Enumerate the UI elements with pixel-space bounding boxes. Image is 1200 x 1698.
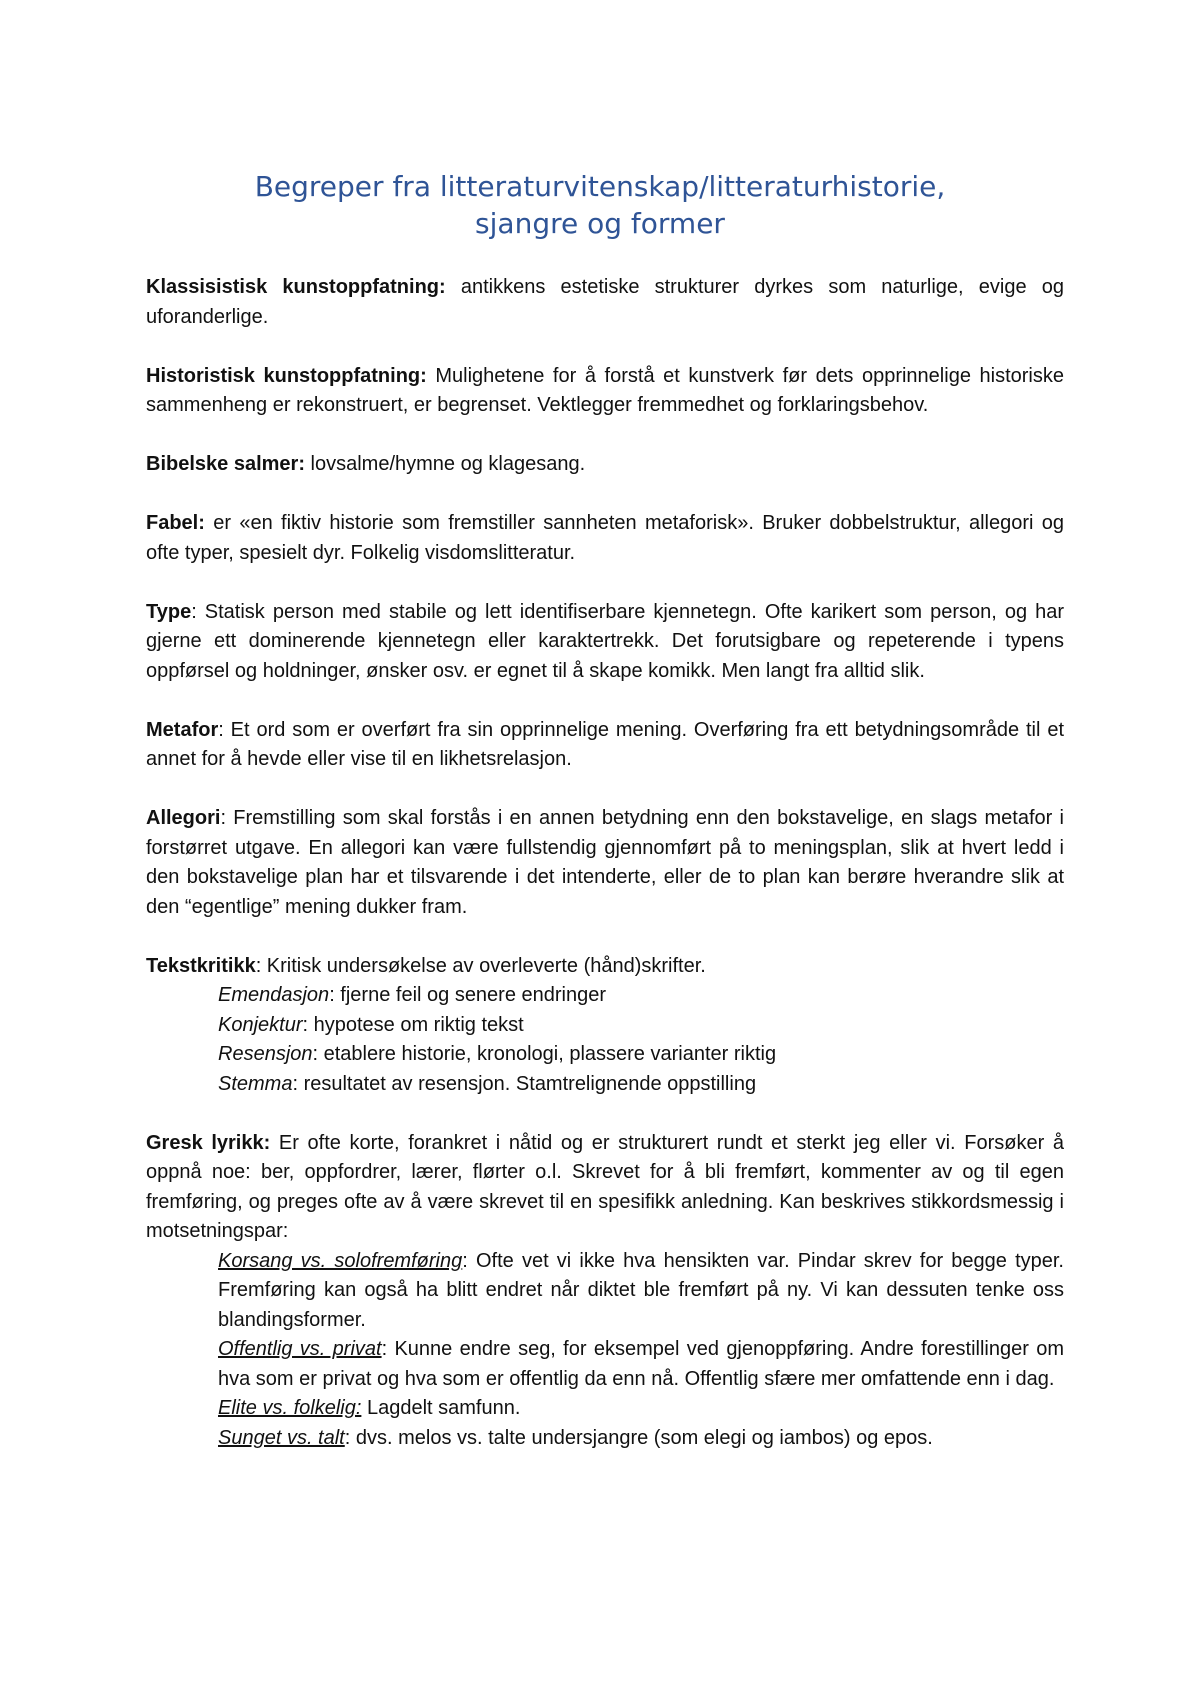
sub-item — [218, 1040, 1064, 1070]
sub-text: : dvs. melos vs. talte undersjangre (som elegi og iambos) og epos. — [344, 1426, 933, 1449]
entry-lead — [146, 1129, 1064, 1247]
entry-term: Metafor — [146, 718, 219, 741]
sub-term: Konjektur — [218, 1013, 303, 1036]
title-line-2: sjangre og former — [475, 207, 725, 240]
entry-text: : Kritisk undersøkelse av overleverte (hånd)skrifter. — [255, 954, 706, 977]
sub-list — [146, 1247, 1064, 1454]
sub-text: : fjerne feil og senere endringer — [329, 984, 607, 1006]
sub-text: Lagdelt samfunn. — [361, 1397, 521, 1419]
sub-item — [218, 1247, 1064, 1336]
entry-allegori — [146, 804, 1064, 922]
sub-term: Korsang vs. solofremføring — [218, 1249, 463, 1272]
entry-klassisistisk — [146, 273, 1064, 332]
entry-term: Historistisk kunstoppfatning: — [146, 364, 427, 387]
page-title — [0, 168, 1200, 242]
entry-text: : Statisk person med stabile og lett identifiserbare kjennetegn. Ofte karikert som person, og har gjerne ett dominerende kjennetegn eller karaktertrekk. Det forutsigbare og repeterende i typens oppførsel og holdninger, ønsker osv. er egnet til å skape komikk. Men langt fra alltid slik. — [146, 600, 1064, 682]
sub-item — [218, 1394, 1064, 1424]
sub-text: : Kunne endre seg, for eksempel ved gjenoppføring. Andre forestillinger om hva som er privat og hva som er offentlig da enn nå. Offentlig sfære mer omfattende enn i dag. — [218, 1338, 1064, 1390]
entry-gresk-lyrikk — [146, 1129, 1064, 1454]
entry-text: Er ofte korte, forankret i nåtid og er strukturert rundt et sterkt jeg eller vi. Forsøker å oppnå noe: ber, oppfordrer, lærer, flørter o.l. Skrevet for å bli fremført, kommenter av og til egen fremføring, og preges ofte av å være skrevet til en spesifikk anledning. Kan beskrives stikkordsmessig i motsetningspar: — [146, 1131, 1064, 1242]
entry-term: Type — [146, 600, 192, 623]
entry-metafor — [146, 716, 1064, 775]
entry-term: Tekstkritikk — [146, 954, 256, 977]
sub-text: : hypotese om riktig tekst — [302, 1013, 524, 1036]
sub-term: Sunget vs. talt — [218, 1426, 345, 1449]
sub-term: Elite vs. folkelig: — [218, 1397, 362, 1419]
sub-text: : resultatet av resensjon. Stamtrelignende oppstilling — [292, 1072, 757, 1095]
entry-fabel — [146, 509, 1064, 568]
sub-term: Emendasjon — [218, 984, 330, 1006]
entry-term: Klassisistisk kunstoppfatning: — [146, 276, 446, 298]
entry-text: er «en fiktiv historie som fremstiller sannheten metaforisk». Bruker dobbelstruktur, allegori og ofte typer, spesielt dyr. Folkelig visdomslitteratur. — [146, 512, 1064, 564]
document-body — [146, 273, 1064, 1483]
sub-text: : etablere historie, kronologi, plassere varianter riktig — [312, 1043, 777, 1065]
entry-text: Mulighetene for å forstå et kunstverk før dets opprinnelige historiske sammenheng er rekonstruert, er begrenset. Vektlegger fremmedhet og forklaringsbehov. — [146, 364, 1064, 416]
entry-type — [146, 598, 1064, 687]
entry-term: Gresk lyrikk: — [146, 1131, 271, 1154]
title-line-1: Begreper fra litteraturvitenskap/litteraturhistorie, — [254, 170, 946, 203]
entry-term: Bibelske salmer: — [146, 453, 305, 475]
entry-bibelske-salmer — [146, 450, 1064, 480]
entry-lead — [146, 952, 1064, 982]
entry-term: Allegori — [146, 807, 221, 829]
entry-tekstkritikk — [146, 952, 1064, 1100]
entry-text: : Et ord som er overført fra sin opprinnelige mening. Overføring fra ett betydningsområde til et annet for å hevde eller vise til en likhetsrelasjon. — [146, 718, 1064, 770]
sub-item — [218, 1424, 1064, 1454]
entry-text: lovsalme/hymne og klagesang. — [304, 453, 586, 475]
sub-list — [146, 981, 1064, 1099]
entry-term: Fabel: — [146, 512, 205, 534]
entry-text: antikkens estetiske strukturer dyrkes som naturlige, evige og uforanderlige. — [146, 276, 1064, 328]
entry-historistisk — [146, 362, 1064, 421]
entry-text: : Fremstilling som skal forstås i en annen betydning enn den bokstavelige, en slags metafor i forstørret utgave. En allegori kan være fullstendig gjennomført på to meningsplan, slik at hvert ledd i den bokstavelige plan har et tilsvarende i det intenderte, eller de to plan kan berøre hverandre slik at den “egentlige” mening dukker fram. — [146, 807, 1064, 918]
sub-text: : Ofte vet vi ikke hva hensikten var. Pindar skrev for begge typer. Fremføring kan også ha blitt endret når diktet ble fremført på ny. Vi kan dessuten tenke oss blandingsformer. — [218, 1249, 1064, 1331]
sub-item — [218, 1335, 1064, 1394]
sub-term: Resensjon — [218, 1043, 313, 1065]
sub-item — [218, 981, 1064, 1011]
sub-item — [218, 1070, 1064, 1100]
sub-term: Offentlig vs. privat — [218, 1338, 382, 1360]
sub-term: Stemma — [218, 1072, 293, 1095]
sub-item — [218, 1011, 1064, 1041]
